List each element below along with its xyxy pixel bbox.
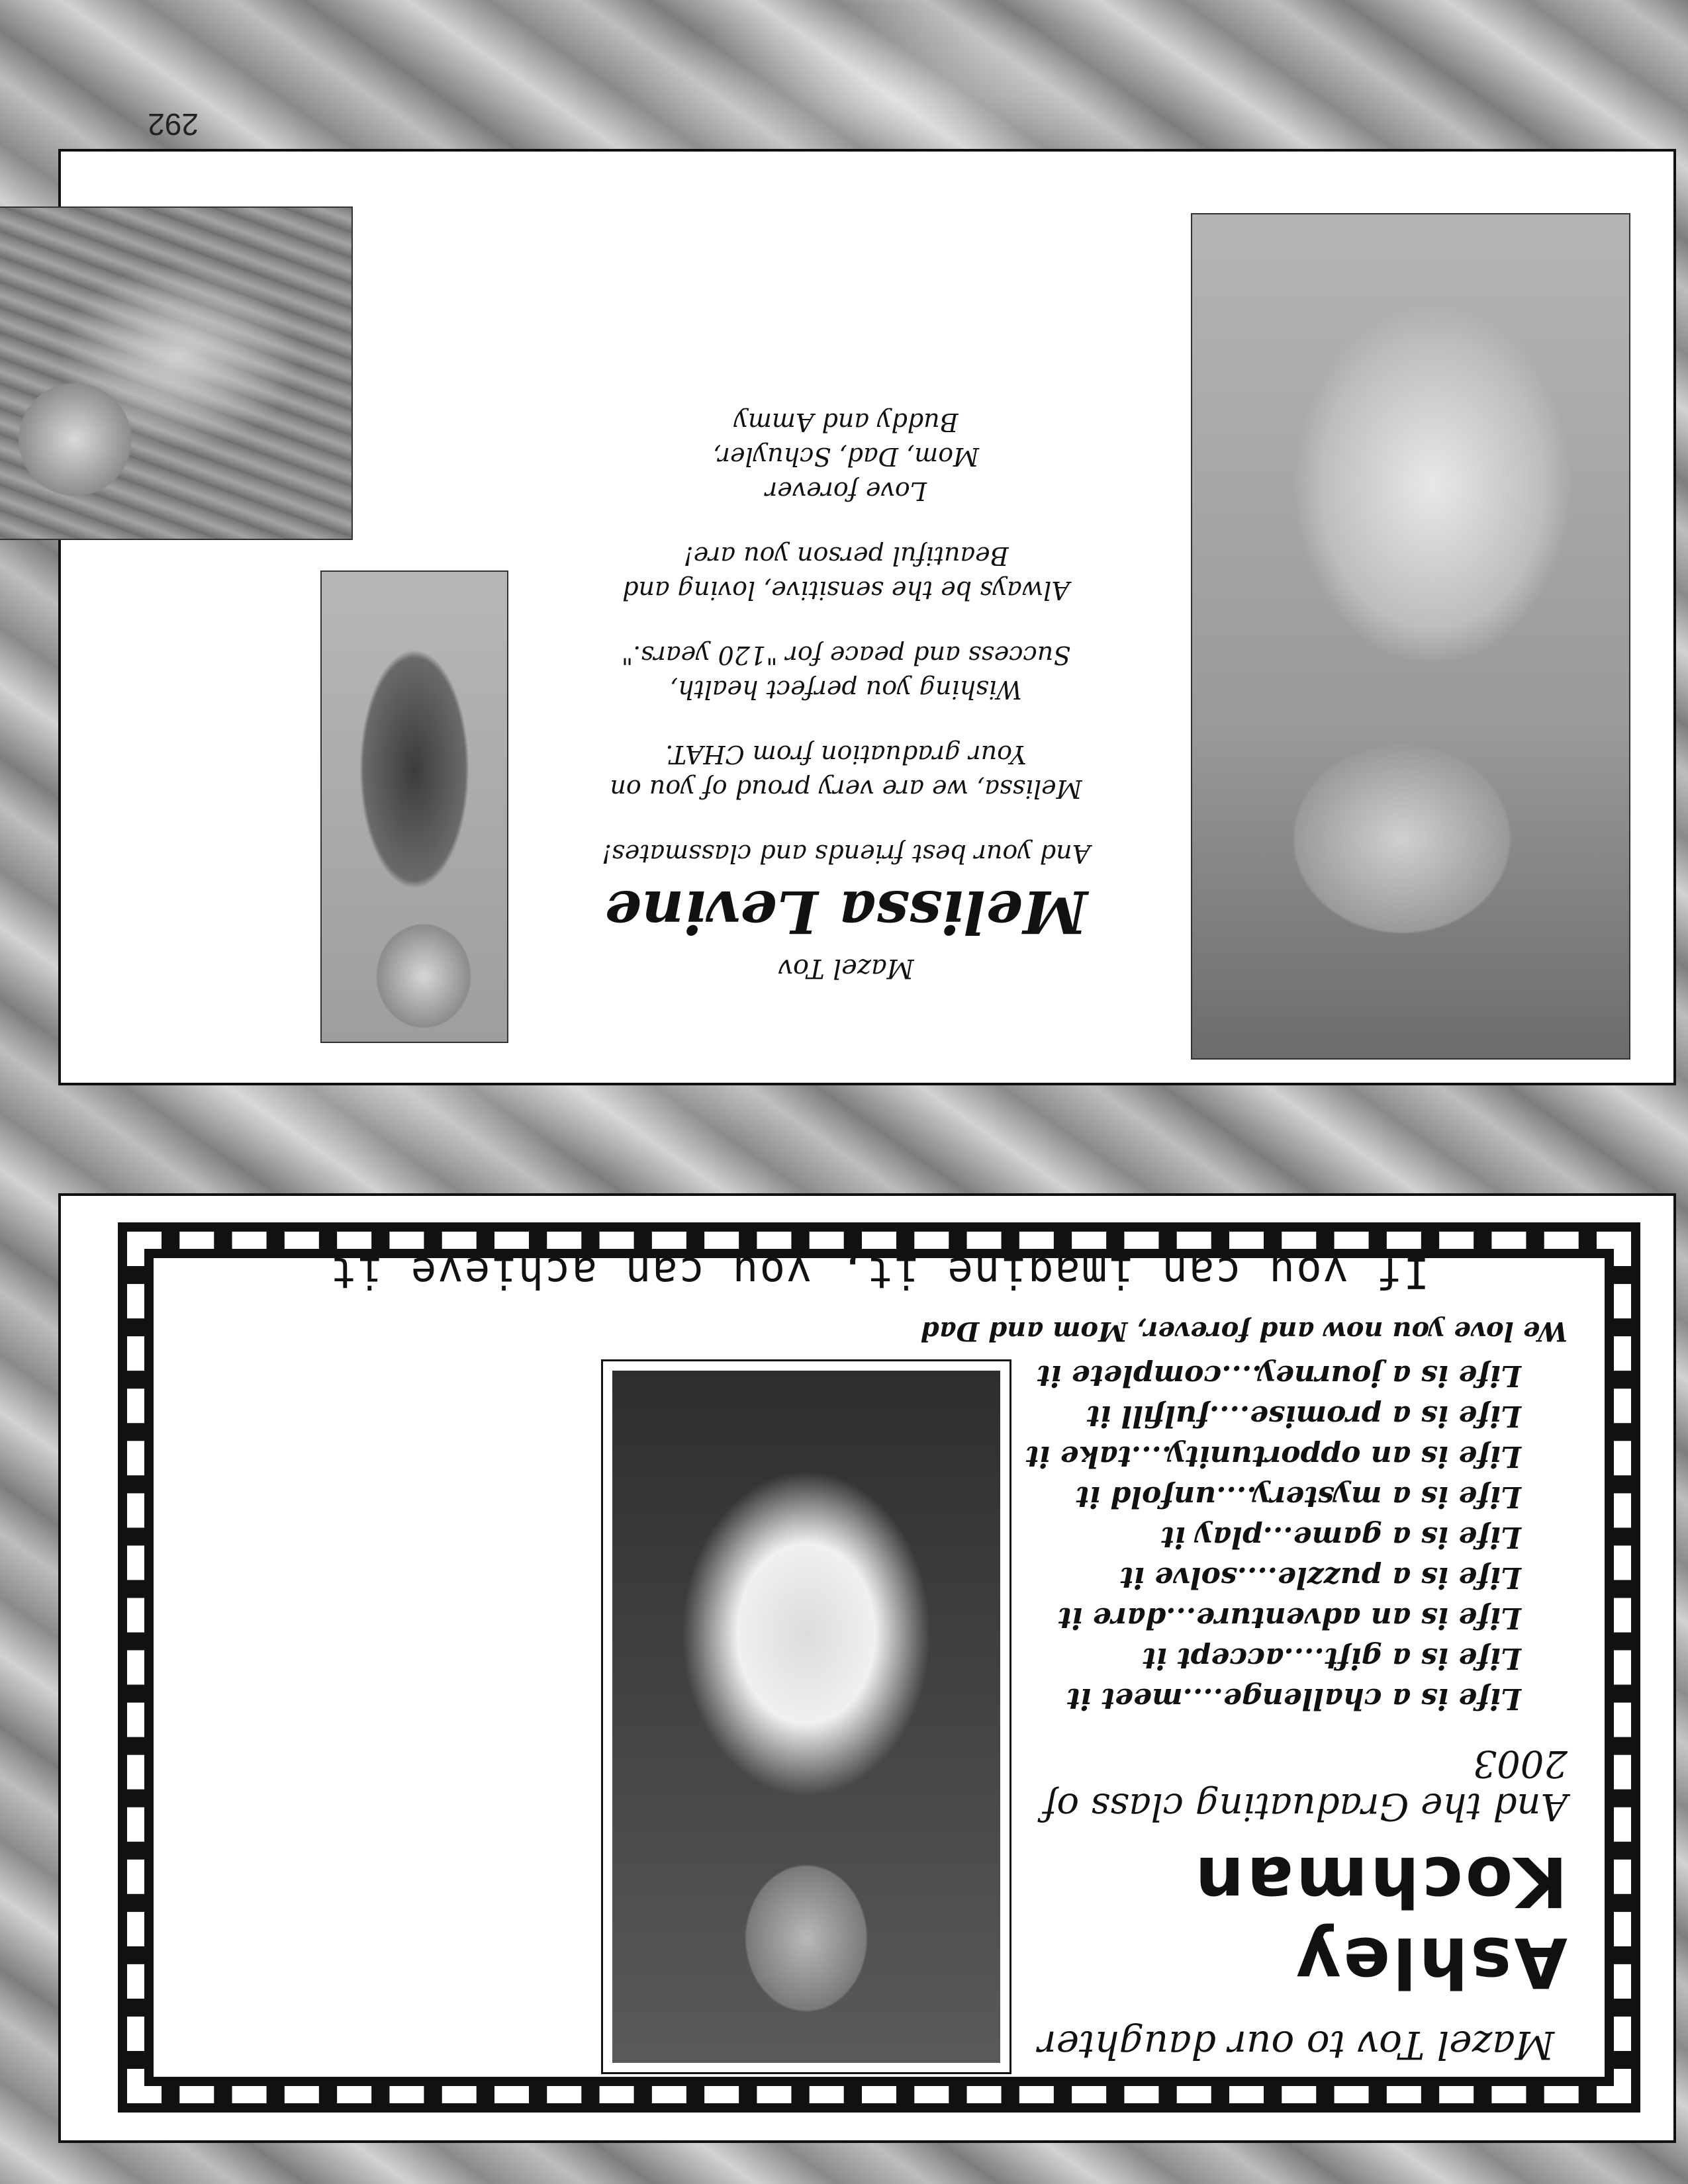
ashley-photo — [612, 1371, 1000, 2063]
ashley-headline: Mazel Tov to our daughter — [1037, 2023, 1555, 2068]
melissa-line: Wishing you perfect health, — [669, 675, 1023, 704]
melissa-ad — [58, 149, 1676, 1085]
melissa-closing: Buddy and Ammy — [733, 408, 959, 437]
melissa-line: Beautiful person you are! — [683, 541, 1009, 570]
life-line: Life is a journey....complete it — [1037, 1359, 1521, 1392]
melissa-line: Always be the sensitive, loving and — [622, 576, 1070, 605]
life-line: Life is a game...play it — [1160, 1520, 1521, 1554]
ashley-subtitle: And the Graduating class of 2003 — [1043, 1742, 1568, 1828]
melissa-text-block — [541, 405, 1150, 983]
page-number: 292 — [148, 107, 199, 142]
melissa-line: Your graduation from CHAT. — [665, 740, 1027, 769]
ashley-signoff: We love you now and forever, Mom and Dad — [920, 1316, 1568, 1347]
melissa-name: Melissa Levine — [604, 878, 1088, 946]
life-line: Life is a challenge....meet it — [1066, 1682, 1521, 1715]
life-line: Life is a promise....fulfill it — [1086, 1399, 1521, 1433]
melissa-line: Melissa, we are very proud of you on — [610, 774, 1082, 803]
ashley-name: Ashley Kochman — [1192, 1841, 1568, 2003]
life-line: Life is a puzzle....solve it — [1120, 1561, 1521, 1594]
life-line: Life is a gift....accept it — [1142, 1641, 1521, 1675]
life-line: Life is an opportunity....take it — [1025, 1439, 1521, 1473]
life-line: Life is an adventure...dare it — [1058, 1601, 1521, 1635]
ashley-text-block — [920, 1316, 1568, 2068]
melissa-line: And your best friends and classmates! — [601, 839, 1091, 868]
melissa-closing: Mom, Dad, Schuyler, — [712, 442, 980, 471]
melissa-closing: Love forever — [765, 477, 927, 506]
life-line: Life is a mystery....unfold it — [1076, 1480, 1521, 1514]
melissa-girl-photo — [320, 570, 508, 1043]
melissa-line: Success and peace for "120 years." — [621, 641, 1071, 670]
ashley-ad — [58, 1193, 1676, 2143]
melissa-intro: Mazel Tov — [778, 953, 914, 983]
melissa-pool-photo — [0, 206, 353, 540]
ashley-photo-frame — [601, 1359, 1011, 2074]
ashley-motto: If you can imagine it, you can achieve it — [329, 1248, 1429, 1297]
melissa-baby-photo — [1191, 213, 1630, 1060]
